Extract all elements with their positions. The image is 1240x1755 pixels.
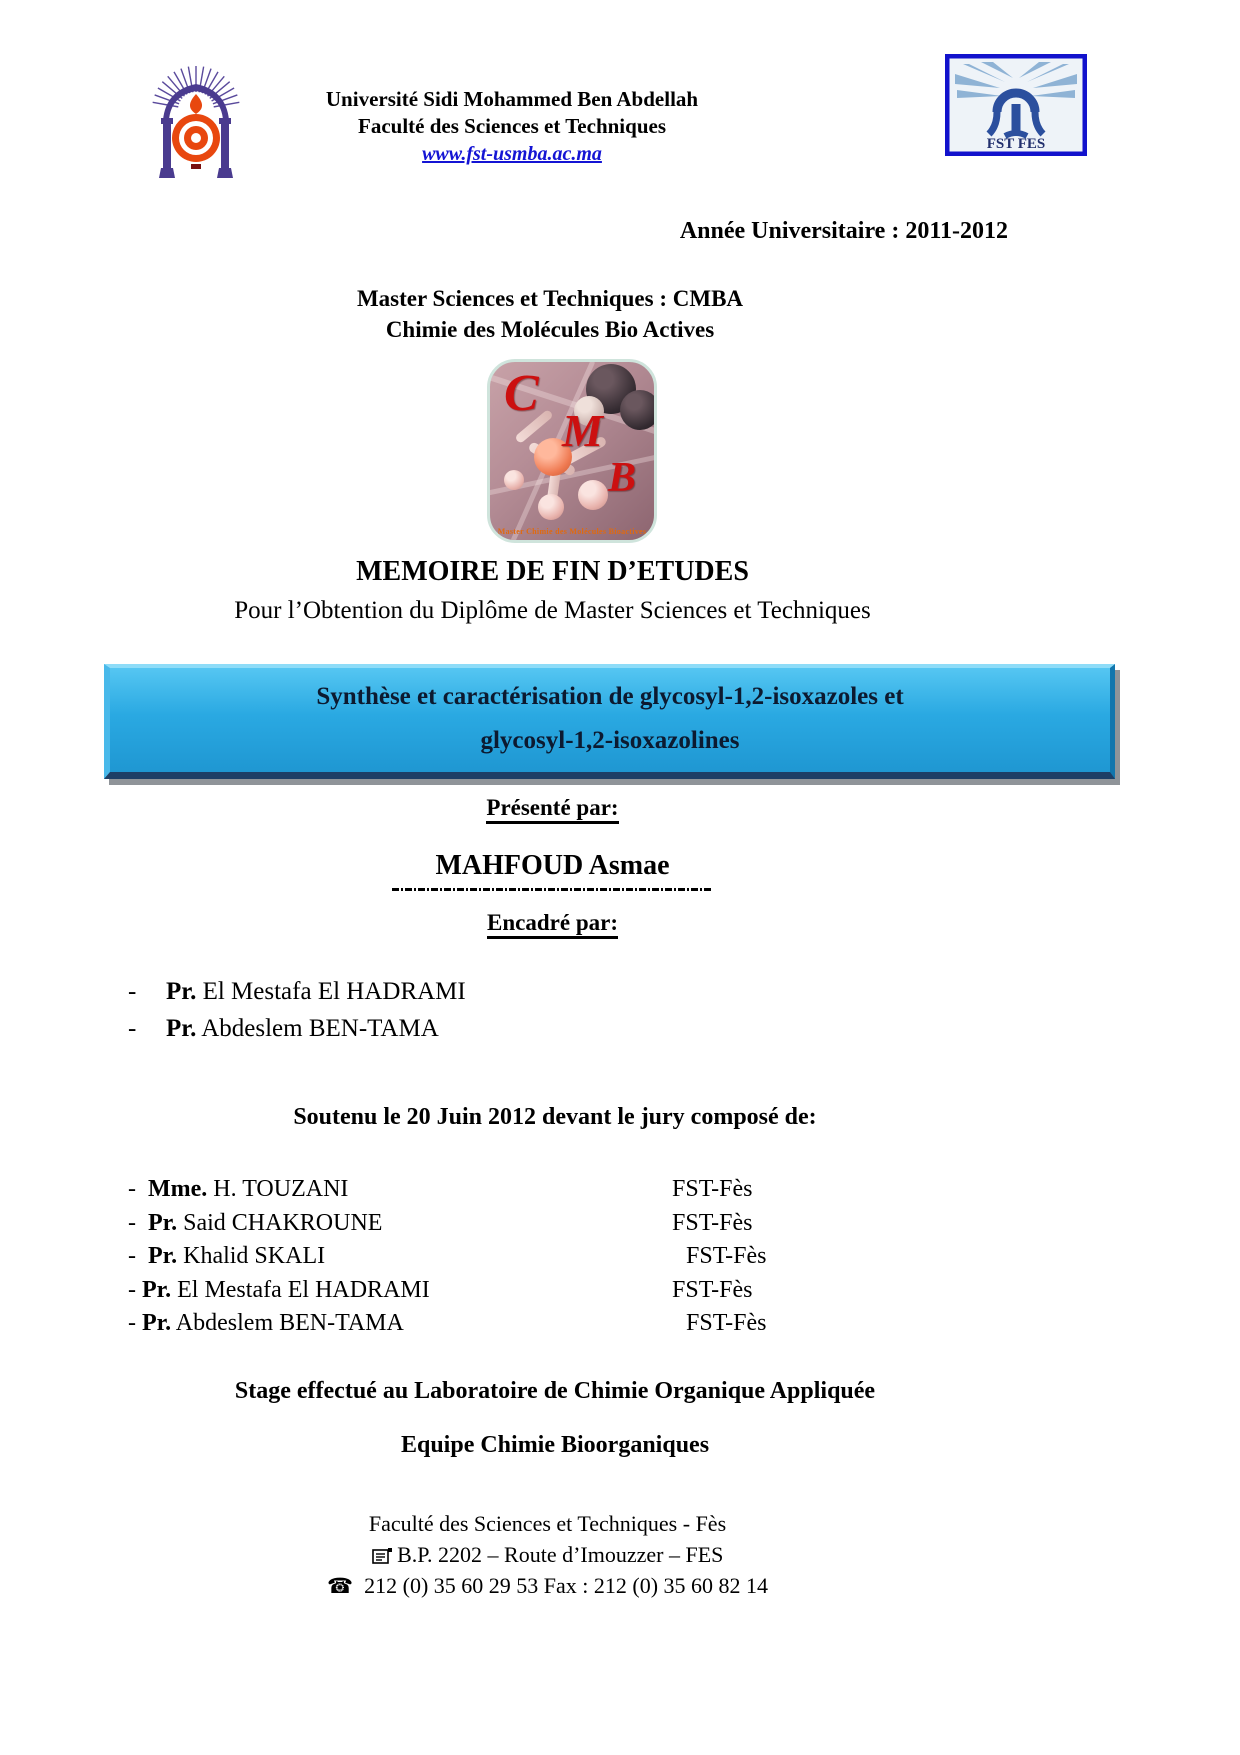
candidate-name-underline bbox=[392, 888, 712, 891]
cmb-program-logo bbox=[487, 359, 657, 543]
thesis-title-line1: Synthèse et caractérisation de glycosyl-1,2-isoxazoles et bbox=[316, 683, 904, 710]
jury-affiliation: FST-Fès bbox=[672, 1209, 753, 1236]
supervisor-name: Abdeslem BEN-TAMA bbox=[201, 1015, 439, 1042]
fst-fes-logo bbox=[945, 54, 1087, 156]
university-emblem-logo bbox=[133, 56, 261, 188]
molecule-pink-sphere bbox=[578, 480, 608, 510]
defense-heading: Soutenu le 20 Juin 2012 devant le jury composé de: bbox=[293, 1104, 817, 1130]
list-dash: - bbox=[128, 1176, 136, 1202]
footer-phone-line: ☎ 212 (0) 35 60 29 53 Fax : 212 (0) 35 60 82 14 bbox=[326, 1573, 769, 1598]
cmb-letter-c: C bbox=[504, 365, 539, 422]
jury-affiliation: FST-Fès bbox=[672, 1276, 753, 1303]
jury-title: Mme. bbox=[148, 1176, 208, 1202]
jury-title: Pr. bbox=[148, 1243, 178, 1269]
mail-icon bbox=[372, 1548, 392, 1564]
cmb-letter-m: M bbox=[562, 405, 603, 456]
supervised-by-label: Encadré par: bbox=[0, 910, 1105, 936]
thesis-title-banner bbox=[104, 664, 1115, 779]
academic-year: Année Universitaire : 2011-2012 bbox=[679, 218, 1008, 244]
memoire-subtitle: Pour l’Obtention du Diplôme de Master Sciences et Techniques bbox=[234, 597, 871, 624]
master-program-line1: Master Sciences et Techniques : CMBA bbox=[356, 286, 744, 311]
jury-row bbox=[0, 1310, 1240, 1344]
supervisor-item bbox=[128, 978, 466, 1015]
jury-affiliation: FST-Fès bbox=[686, 1310, 767, 1336]
jury-title: Pr. bbox=[142, 1310, 172, 1336]
jury-name: El Mestafa El HADRAMI bbox=[177, 1276, 430, 1303]
supervisor-title: Pr. bbox=[166, 1015, 197, 1042]
presented-by-label: Présenté par: bbox=[0, 795, 1105, 821]
footer-address-line: B.P. 2202 – Route d’Imouzzer – FES bbox=[0, 1539, 1095, 1570]
jury-name: Abdeslem BEN-TAMA bbox=[175, 1310, 404, 1336]
jury-row bbox=[0, 1277, 1240, 1311]
memoire-title: MEMOIRE DE FIN D’ETUDES bbox=[356, 556, 749, 587]
jury-row bbox=[0, 1210, 1240, 1244]
jury-title: Pr. bbox=[142, 1276, 172, 1303]
emblem-medallion bbox=[172, 94, 220, 169]
internship-lab-line: Stage effectué au Laboratoire de Chimie Organique Appliquée bbox=[234, 1378, 876, 1404]
jury-row bbox=[0, 1243, 1240, 1277]
cmb-letter-b: B bbox=[608, 455, 637, 501]
master-program-line2: Chimie des Molécules Bio Actives bbox=[385, 317, 715, 342]
website-link[interactable]: www.fst-usmba.ac.ma bbox=[422, 143, 602, 165]
jury-name: Khalid SKALI bbox=[183, 1243, 326, 1269]
jury-affiliation: FST-Fès bbox=[686, 1243, 767, 1269]
phone-icon: ☎ bbox=[326, 1574, 354, 1598]
footer-faculty-line: Faculté des Sciences et Techniques - Fès bbox=[368, 1511, 727, 1536]
thesis-title-line2: glycosyl-1,2-isoxazolines bbox=[480, 727, 740, 754]
list-dash: - bbox=[128, 1209, 136, 1236]
list-dash: - bbox=[128, 978, 137, 1005]
university-name: Université Sidi Mohammed Ben Abdellah bbox=[325, 87, 699, 111]
header-institution-block bbox=[262, 86, 762, 166]
molecule-pink-sphere bbox=[504, 470, 524, 490]
molecule-dark-sphere bbox=[620, 390, 657, 430]
supervisor-title: Pr. bbox=[166, 978, 197, 1005]
fst-logo-label: FST FES bbox=[986, 136, 1046, 152]
jury-name: Said CHAKROUNE bbox=[183, 1209, 383, 1236]
faculty-name: Faculté des Sciences et Techniques bbox=[358, 114, 666, 138]
jury-list bbox=[0, 1176, 1240, 1344]
jury-affiliation: FST-Fès bbox=[672, 1176, 753, 1202]
jury-row bbox=[0, 1176, 1240, 1210]
cmb-logo-caption: Master Chimie des Molécules Bioactives bbox=[497, 527, 647, 536]
supervisor-name: El Mestafa El HADRAMI bbox=[202, 978, 466, 1005]
list-dash: - bbox=[128, 1276, 136, 1303]
master-program-block bbox=[0, 283, 1100, 345]
footer-contact-block bbox=[0, 1508, 1095, 1602]
list-dash: - bbox=[128, 1243, 136, 1269]
jury-title: Pr. bbox=[148, 1209, 178, 1236]
candidate-name: MAHFOUD Asmae bbox=[435, 850, 670, 881]
molecule-pink-sphere bbox=[538, 494, 564, 520]
list-dash: - bbox=[128, 1015, 137, 1042]
jury-name: H. TOUZANI bbox=[213, 1176, 349, 1202]
supervisor-item bbox=[128, 1015, 466, 1052]
internship-team-line: Equipe Chimie Bioorganiques bbox=[400, 1432, 710, 1458]
supervisors-list bbox=[128, 978, 466, 1052]
list-dash: - bbox=[128, 1310, 136, 1336]
